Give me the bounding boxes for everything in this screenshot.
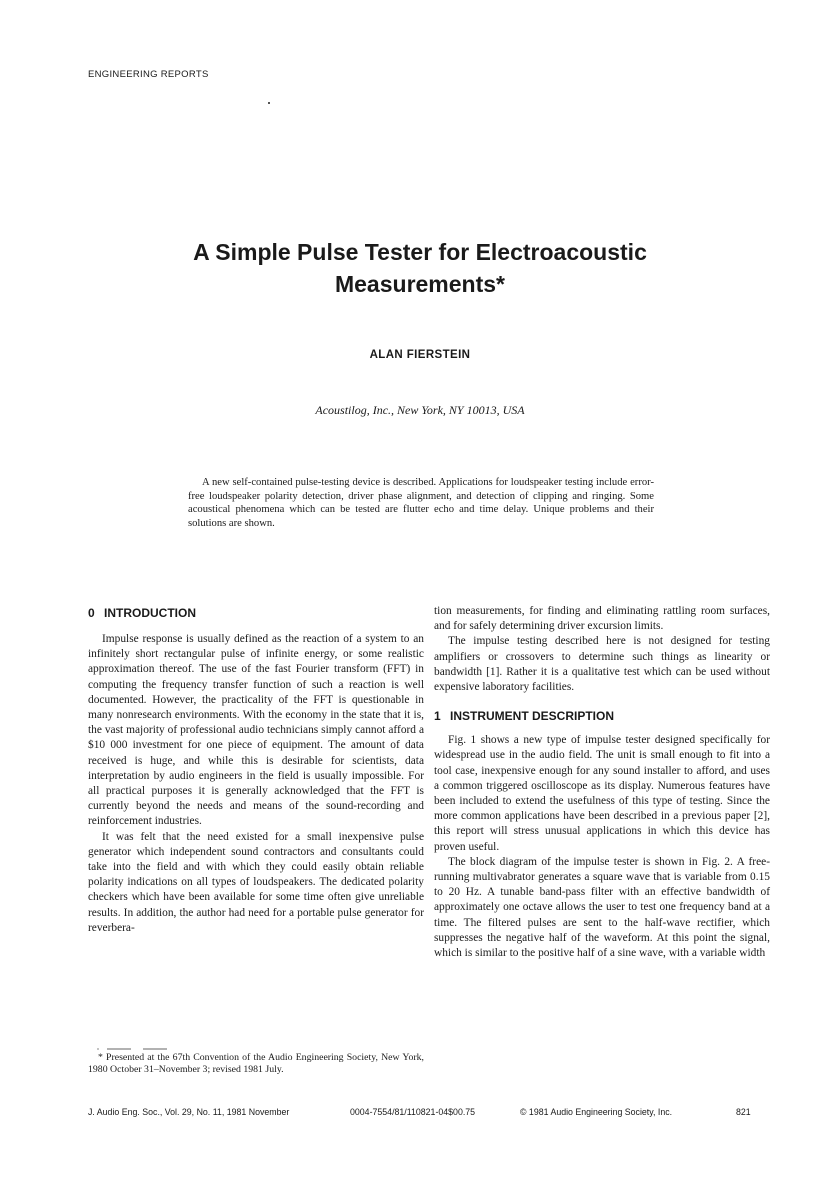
abstract: A new self-contained pulse-testing device is described. Applications for loudspeaker testing include error-free loudspeaker polarity detection, driver phase alignment, and detection of clipping and ringing. Some acoustical phenomena which can be tested are flutter echo and time delay. Unique problems and their solutions are shown. [188, 477, 654, 529]
footer-copyright: © 1981 Audio Engineering Society, Inc. [520, 1107, 673, 1117]
print-speck [268, 102, 270, 104]
section-title: INTRODUCTION [104, 606, 196, 620]
section-heading-introduction [88, 604, 424, 622]
footer-journal-citation: J. Audio Eng. Soc., Vol. 29, No. 11, 1981 November [88, 1107, 290, 1117]
intro-paragraph-1: Impulse response is usually defined as the reaction of a system to an infinitely short rectangular pulse of infinite energy, or some realistic approximation thereof. The use of the fast Fourier transform (FFT) in computing the frequency transfer function of such a reaction is well documented. However, the practicality of the FFT is questionable in many nonresearch environments. With the economy in the state that it is, the vast majority of professional audio technicians simply cannot afford a $10 000 investment for one piece of equipment. The amount of data received is huge, and while this is desirable for scientists, data interpretation by audio engineers in the field is usually impossible. For all practical purposes it is generally acknowledged that the FFT is currently beyond the needs and means of the sound-recording and reinforcement industries. [88, 633, 424, 828]
author-affiliation: Acoustilog, Inc., New York, NY 10013, USA [315, 403, 525, 417]
instrument-paragraph-1: Fig. 1 shows a new type of impulse tester designed specifically for widespread use in the audio field. The unit is small enough to fit into a tool case, inexpensive enough for any sound installer to afford, and uses a common triggered oscilloscope as its display. Numerous features have been included to extend the usefulness of this type of testing. Since the more common applications have been described in a previous paper [2], this report will stress unusual applications in which this device has proven useful. [434, 734, 770, 853]
section-number: 1 [434, 709, 441, 724]
intro-paragraph-2-continued: tion measurements, for finding and eliminating rattling room surfaces, and for safely determining driver excursion limits. [434, 605, 770, 633]
paper-title: A Simple Pulse Tester for Electroacoustic Measurements* [193, 239, 647, 297]
section-heading-instrument-description [434, 707, 770, 725]
author-name: ALAN FIERSTEIN [369, 349, 471, 361]
footnote: * Presented at the 67th Convention of the Audio Engineering Society, New York, 1980 October 31–November 3; revised 1981 July. [88, 1052, 424, 1076]
section-number: 0 [88, 606, 95, 620]
right-column [434, 604, 770, 961]
intro-paragraph-2: It was felt that the need existed for a small inexpensive pulse generator which independent sound contractors and consultants could take into the field and with which they could easily obtain reliable polarity indications on all types of loudspeakers. The dedicated polarity checkers which have been available for some time often give unreliable results. In addition, the author had need for a portable pulse generator for reverbera- [88, 830, 424, 934]
running-head: ENGINEERING REPORTS [88, 69, 209, 80]
left-column [88, 604, 424, 936]
instrument-paragraph-2: The block diagram of the impulse tester is shown in Fig. 2. A free-running multivabrator generates a square wave that is variable from 0.15 to 20 Hz. A tunable band-pass filter with an effective bandwidth of approximately one octave allows the user to test one frequency band at a time. The filtered pulses are sent to the half-wave rectifier, which suppresses the negative half of the waveform. At this point the signal, which is similar to the positive half of a sine wave, with a variable width [434, 855, 770, 960]
intro-paragraph-3: The impulse testing described here is not designed for testing amplifiers or crossovers to determine such things as linearity or bandwidth [1]. Rather it is a qualitative test which can be used without expensive laboratory facilities. [434, 635, 770, 694]
footer-page-number: 821 [736, 1107, 751, 1117]
footer-article-code: 0004-7554/81/110821-04$00.75 [350, 1107, 476, 1117]
section-title: INSTRUMENT DESCRIPTION [450, 709, 615, 724]
